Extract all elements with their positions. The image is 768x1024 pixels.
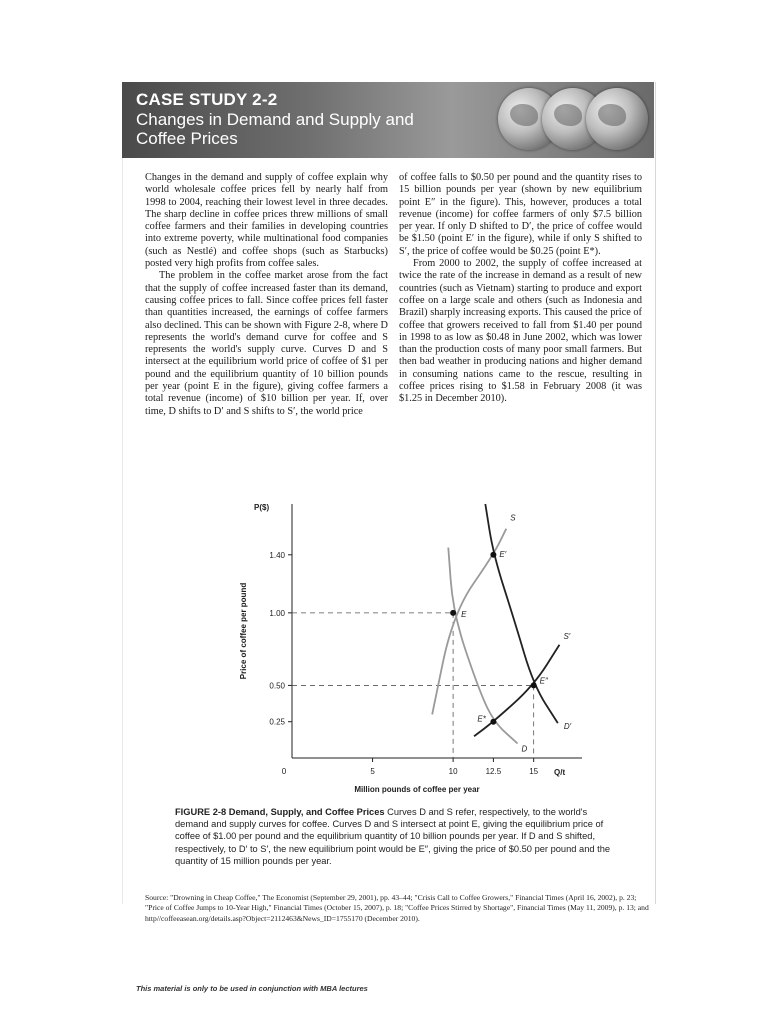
paragraph: From 2000 to 2002, the supply of coffee increased at twice the rate of the increase in demand as a result of new countries (such as Vietnam) starting to produce and export coffee on a large scale and others (such as Indonesia and Brazil) sharply increasing exports. This caused the price of coffee that growers received to fall from $1.40 per pound in 1998 to as low as $0.48 in June 2002, which was lower than the production costs of many poor small farmers. But then bad weather in producing nations and higher demand in consuming nations came to the rescue, resulting in coffee prices rising to $1.58 in February 2008 (it was $1.25 in December 2010). xyxy=(399,258,642,405)
paragraph: Changes in the demand and supply of coffee explain why world wholesale coffee prices fell by nearly half from 1998 to 2004, reaching their lowest level in three decades. The sharp decline in coffee prices threw millions of small coffee farmers and their families in developing countries into extreme poverty, while multinational food companies (such as Nestlé) and coffee shops (such as Starbucks) posted very high profits from coffee sales. xyxy=(145,172,388,270)
y-tick-label: 1.40 xyxy=(269,550,285,560)
x-tick-label: 15 xyxy=(529,767,539,776)
body-column-left xyxy=(145,172,388,418)
point-label: E′ xyxy=(499,549,507,559)
case-study-banner xyxy=(122,82,654,158)
equilibrium-point xyxy=(490,719,496,725)
chart-svg xyxy=(232,496,592,800)
caption-text: Curves D and S refer, respectively, to the world's demand and supply curves for coffee. Curves D and S intersect at point E, giving the equilibrium price of coffee of $1.00 per pound and the equilibrium quantity of 10 billion pounds per year. If D and S shifted, respectively, to D′ to S′, the new equilibrium point would be E″, giving the price of $0.50 per pound and the quantity of 15 million pounds per year. xyxy=(175,807,611,866)
x-tick-label: 12.5 xyxy=(485,767,502,776)
point-label: E* xyxy=(477,714,486,724)
banner-text xyxy=(136,90,414,148)
equilibrium-point xyxy=(531,682,537,688)
paragraph: The problem in the coffee market arose from the fact that the supply of coffee increased faster than its demand, causing coffee prices to fall. Since coffee prices fell faster than quantities increased, the earnings of coffee farmers also declined. This can be shown with Figure 2-8, where D represents the world's demand curve for coffee and S represents the world's supply curve. Curves D and S intersect at the equilibrium world price of coffee of $1 per pound and the equilibrium quantity of 10 billion pounds per year (point E in the figure), giving coffee farmers a total revenue (income) of $10 billion per year. If, over time, D shifts to D′ and S shifts to S′, the world price xyxy=(145,270,388,417)
curve-label: D′ xyxy=(563,722,572,732)
globes-image xyxy=(498,86,648,152)
figure-caption xyxy=(175,806,615,867)
figure-2-8-chart xyxy=(232,496,592,800)
x-tick-label: 0 xyxy=(281,767,287,776)
x-axis-name: Q/t xyxy=(554,768,566,777)
point-label: E xyxy=(461,609,467,619)
y-tick-label: 0.25 xyxy=(269,717,285,727)
x-axis-title: Million pounds of coffee per year xyxy=(354,785,480,794)
y-tick-label: 0.50 xyxy=(269,681,285,691)
equilibrium-point xyxy=(450,610,456,616)
x-tick-label: 10 xyxy=(448,767,458,776)
source-note: Source: "Drowning in Cheap Coffee," The Economist (September 29, 2001), pp. 43–44; "Crisis Call to Coffee Growers," Financial Times (April 16, 2002), p. 23; "Price of Coffee Jumps to 10-Year High," Financial Times (October 15, 2007), p. 18; "Coffee Prices Stirred by Shortage", Financial Times (May 11, 2009), p. 13; and http//coffeeasean.org/details.asp?Object=2112463&News_ID=1755170 (December 2010). xyxy=(145,893,649,923)
curve-label: D xyxy=(521,744,528,754)
curve-label: S xyxy=(510,513,516,523)
point-label: E″ xyxy=(539,676,548,686)
y-axis-title: Price of coffee per pound xyxy=(239,582,248,680)
case-study-label: CASE STUDY 2-2 xyxy=(136,90,278,109)
body-column-right xyxy=(399,172,642,406)
case-study-title-line1: Changes in Demand and Supply and xyxy=(136,110,414,129)
x-tick-label: 5 xyxy=(370,767,375,776)
curve-4 xyxy=(485,504,558,723)
curve-label: S′ xyxy=(563,631,571,641)
curve-3 xyxy=(474,645,559,736)
globe-icon xyxy=(586,88,648,150)
footer-note: This material is only to be used in conjunction with MBA lectures xyxy=(136,984,368,993)
equilibrium-point xyxy=(490,552,496,558)
caption-label: FIGURE 2-8 Demand, Supply, and Coffee Prices xyxy=(175,807,385,817)
y-tick-label: 1.00 xyxy=(269,608,285,618)
paragraph: of coffee falls to $0.50 per pound and the quantity rises to 15 billion pounds per year (shown by new equilibrium point E″ in the figure). This, however, produces a total revenue (income) for coffee farmers of only $7.5 billion per year. If only D shifted to D′, the price of coffee would be $1.50 (point E′ in the figure), while if only S shifted to S′, the price of coffee would be $0.25 (point E*). xyxy=(399,172,642,257)
case-study-title-line2: Coffee Prices xyxy=(136,129,238,148)
y-axis-name: P($) xyxy=(254,503,270,512)
